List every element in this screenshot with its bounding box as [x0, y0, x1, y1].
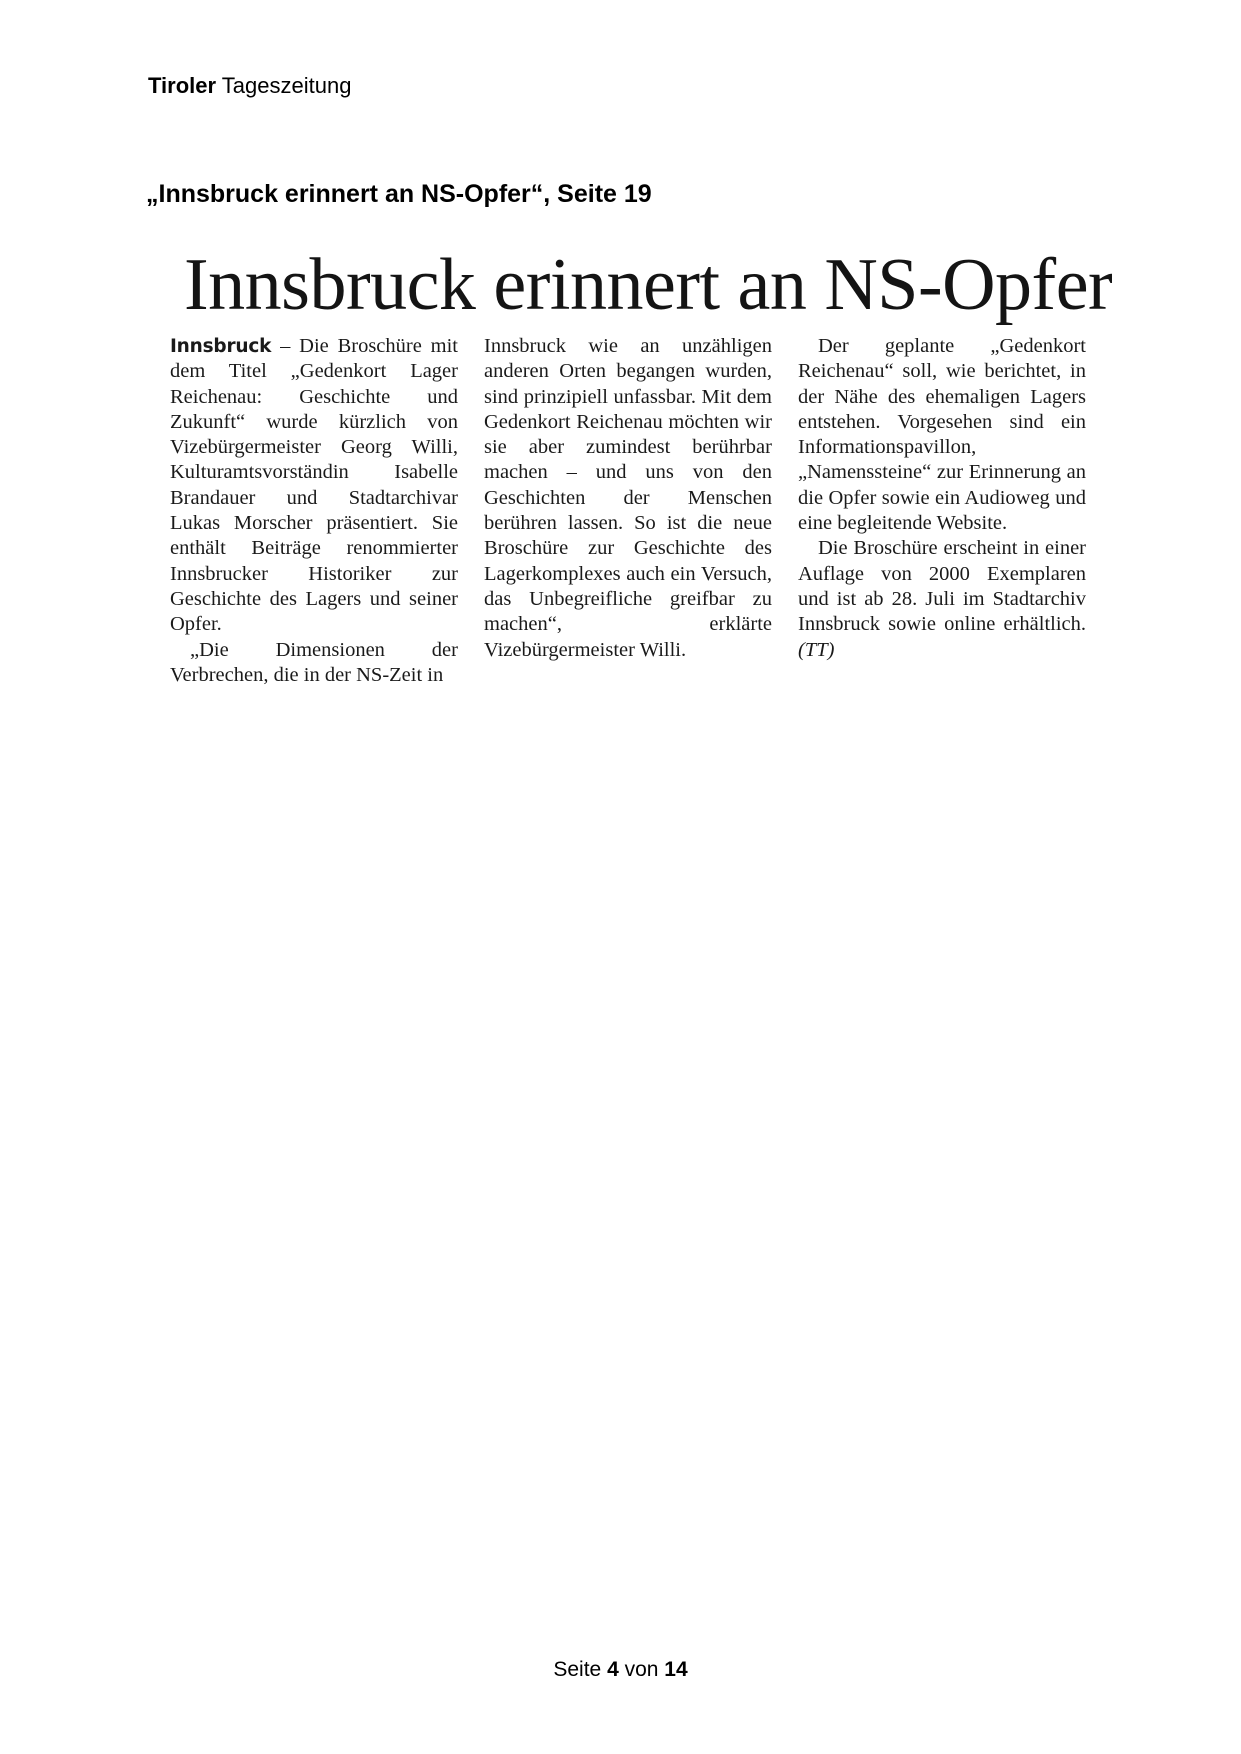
paragraph [170, 334, 458, 638]
clipping-headline: Innsbruck erinnert an NS-Opfer [184, 244, 1113, 326]
paragraph: Innsbruck wie an unzähligen anderen Orten begangen wurden, sind prinzipiell unfassbar. Mit dem Gedenkort Reichenau möchten wir sie aber zumindest berührbar machen – und uns von den Geschichten der Menschen berühren lassen. So ist die neue Broschüre zur Geschichte des Lagerkomplexes auch ein Versuch, das Unbegreifliche greifbar zu machen“, erklärte Vizebürgermeister Willi. [484, 335, 772, 661]
article-reference: „Innsbruck erinnert an NS-Opfer“, Seite 19 [146, 180, 652, 208]
publication-name-rest: Tageszeitung [216, 73, 352, 98]
article-column-1 [170, 334, 458, 688]
page-total: 14 [664, 1658, 688, 1681]
paragraph: Der geplante „Gedenkort Reichenau“ soll, wie berichtet, in der Nähe des ehemaligen Lagers entstehen. Vorgesehen sind ein Informationspavillon, „Namenssteine“ zur Erinnerung an die Opfer sowie ein Audioweg und eine begleitende Website. [798, 335, 1086, 535]
publication-header [148, 72, 351, 100]
article-columns [170, 334, 1086, 688]
dateline: Innsbruck [170, 336, 272, 357]
article-column-3 [798, 334, 1086, 688]
article-column-2 [484, 334, 772, 688]
newspaper-clipping [160, 240, 1113, 686]
publication-name-bold: Tiroler [148, 73, 217, 98]
paragraph-text: Die Broschüre mit dem Titel „Gedenkort Lager Reichenau: Geschichte und Zukunft“ wurde kürzlich von Vizebürgermeister Georg Willi, Kulturamtsvorständin Isabelle Brandauer und Stadtarchivar Lukas Morscher präsentiert. Sie enthält Beiträge renommierter Innsbrucker Historiker zur Geschichte des Lagers und seiner Opfer. [170, 335, 458, 636]
page-number: 4 [607, 1658, 619, 1681]
page-prefix: Seite [553, 1658, 608, 1681]
paragraph: „Die Dimensionen der Verbrechen, die in der NS-Zeit in [170, 638, 458, 686]
dateline-separator: – [271, 335, 300, 357]
page-footer [0, 1656, 1241, 1684]
paragraph-text: Die Broschüre erscheint in einer Auflage von 2000 Exemplaren und ist ab 28. Juli im Stadtarchiv Innsbruck sowie online erhältlich. [798, 537, 1086, 636]
author-signature: (TT) [798, 638, 835, 661]
page-middle: von [618, 1658, 665, 1681]
paragraph [798, 536, 1086, 662]
